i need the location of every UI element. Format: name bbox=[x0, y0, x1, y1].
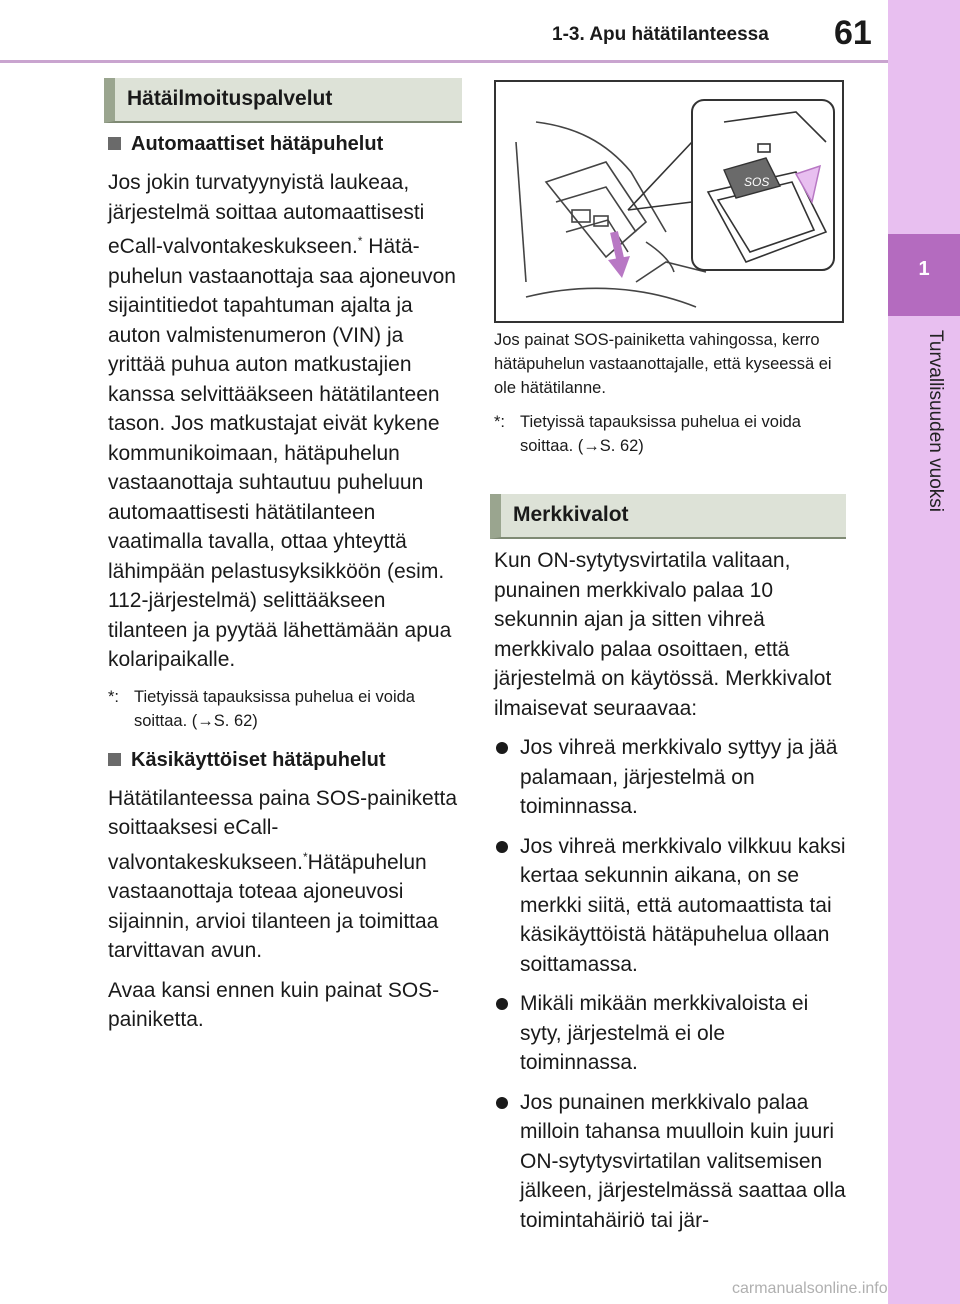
right-column bbox=[494, 546, 846, 1245]
side-tab-strip bbox=[888, 0, 960, 1304]
paragraph-manual-calls: Hätätilanteessa paina SOS-painiketta soittaaksesi eCall-valvontakeskukseen.*Hätäpuhelun vastaanottaja toteaa ajoneuvosi sijainnin, arvioi tilanteen ja toimittaa tarvittavan avun. bbox=[108, 786, 458, 962]
page-number: 61 bbox=[834, 14, 872, 52]
square-bullet-icon bbox=[108, 753, 121, 766]
left-column bbox=[108, 133, 464, 1045]
list-item: Jos punainen merkkivalo palaa milloin tahansa muulloin kuin juuri ON-sytytysvirtatilan valitsemisen jälkeen, järjestelmässä saattaa olla toimintahäiriö tai jär- bbox=[494, 1088, 846, 1236]
section-heading-indicator-lights bbox=[490, 494, 846, 539]
bullet-dot-icon bbox=[496, 841, 508, 853]
bullet-dot-icon bbox=[496, 742, 508, 754]
footnote-marker: * bbox=[302, 849, 308, 864]
list-item: Mikäli mikään merkkivaloista ei syty, järjestelmä ei ole toiminnassa. bbox=[494, 989, 846, 1078]
subheading-text: Käsikäyttöiset hätäpuhelut bbox=[131, 748, 386, 771]
list-item: Jos vihreä merkkivalo syttyy ja jää palamaan, järjestelmä on toiminnassa. bbox=[494, 733, 846, 822]
section-title: 1-3. Apu hätätilanteessa bbox=[552, 24, 769, 45]
paragraph-automatic-calls: Jos jokin turvatyynyistä laukeaa, järjestelmä soittaa automaattisesti eCall-valvontakeskukseen.* Hätäpuhelun vastaanottaja saa ajoneuvon sijaintitiedot tapahtuman ajalta ja auton valmistenumeron (VIN) ja yrittää puhua auton matkustajien kanssa selvittääkseen hätätilanteen tason. Jos matkustajat eivät kykene kommunikoimaan, hätäpuhelun vastaanottaja suhtautuu puheluun automaattisesti hätätilanteen vaatimalla tavalla, ottaa yhteyttä lähimpään pelastusyksikköön (esim. 112-järjestelmä) selittääkseen tilanteen ja pyytää lähettämään apua kolaripaikalle. bbox=[108, 171, 456, 671]
square-bullet-icon bbox=[108, 137, 121, 150]
sos-button-illustration bbox=[494, 80, 844, 323]
footnote-text: Tietyissä tapauksissa puhelua ei voida soittaa. (→S. 62) bbox=[134, 687, 415, 730]
footnote-right: *: Tietyissä tapauksissa puhelua ei voida soittaa. (→S. 62) bbox=[494, 410, 844, 458]
indicator-list bbox=[494, 733, 846, 1235]
header-rule bbox=[0, 60, 890, 63]
paragraph-open-cover: Avaa kansi ennen kuin painat SOS-painiketta. bbox=[108, 978, 440, 1031]
chapter-number: 1 bbox=[918, 258, 930, 280]
bullet-dot-icon bbox=[496, 998, 508, 1010]
subheading-manual-calls bbox=[108, 749, 464, 772]
overhead-console-drawing bbox=[496, 82, 842, 321]
footnote-text: Tietyissä tapauksissa puhelua ei voida soittaa. (→S. 62) bbox=[520, 413, 801, 455]
list-item: Jos vihreä merkkivalo vilkkuu kaksi kertaa sekunnin aikana, on se merkki siitä, että automaattista tai käsikäyttöistä hätäpuhelua ollaan soittamassa. bbox=[494, 832, 846, 980]
watermark: carmanualsonline.info bbox=[732, 1280, 888, 1297]
section-heading-text: Merkkivalot bbox=[513, 503, 629, 526]
section-heading-emergency-services bbox=[104, 78, 462, 123]
bullet-dot-icon bbox=[496, 1097, 508, 1109]
footnote-marker: * bbox=[357, 234, 363, 248]
sos-label: SOS bbox=[744, 175, 770, 189]
subheading-automatic-calls bbox=[108, 133, 464, 156]
subheading-text: Automaattiset hätäpuhelut bbox=[131, 133, 384, 155]
figure-caption: Jos painat SOS-painiketta vahingossa, kerro hätäpuhelun vastaanottajalle, että kyseessä ei ole hätätilanne. bbox=[494, 331, 832, 397]
chapter-label: Turvallisuuden vuoksi bbox=[925, 330, 946, 512]
paragraph-indicator-lights: Kun ON-sytytysvirtatila valitaan, punainen merkkivalo palaa 10 sekunnin ajan ja sitten vihreä merkkivalo palaa osoittaen, että järjestelmä on käytössä. Merkkivalot ilmaisevat seuraavaa: bbox=[494, 549, 832, 720]
footnote: *: Tietyissä tapauksissa puhelua ei voida soittaa. (→S. 62) bbox=[108, 685, 464, 733]
section-heading-text: Hätäilmoituspalvelut bbox=[127, 87, 333, 110]
